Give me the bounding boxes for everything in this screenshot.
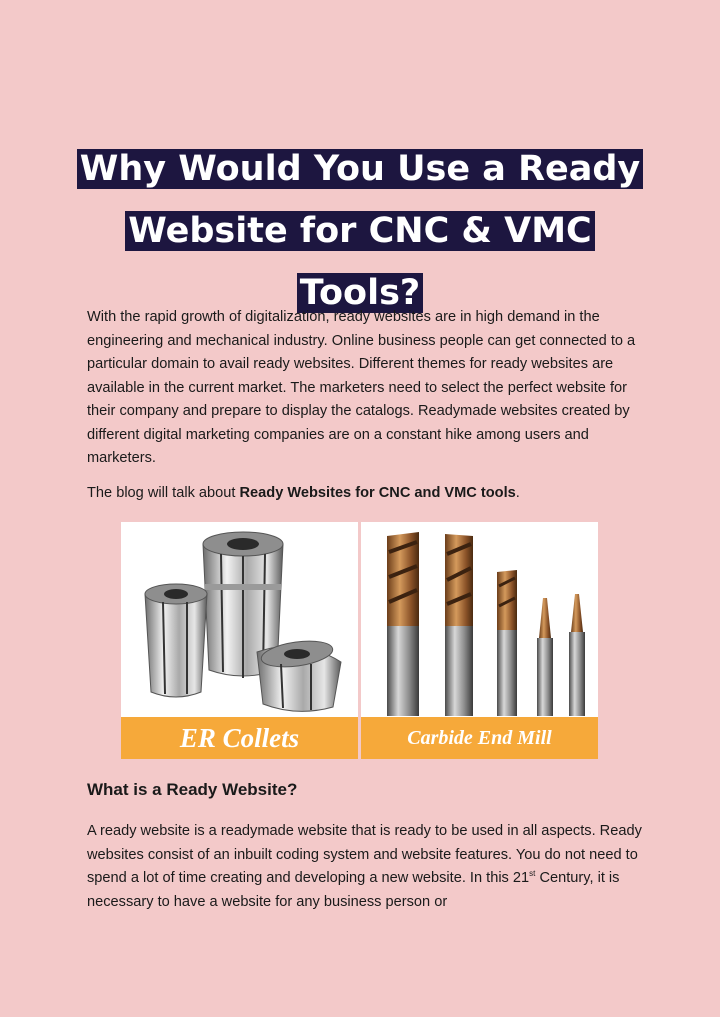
blog-topic-prefix: The blog will talk about xyxy=(87,485,240,501)
ready-para-part2: Century, it is necessary to have a website for any business person or xyxy=(87,870,620,910)
blog-topic-bold: Ready Websites for CNC and VMC tools xyxy=(239,485,516,501)
end-mills-illustration xyxy=(361,522,598,717)
title-line-1: Why Would You Use a Ready xyxy=(77,149,644,189)
end-mill-4 xyxy=(537,598,553,716)
page-title xyxy=(0,138,720,324)
end-mill-2 xyxy=(445,534,473,716)
end-mill-1 xyxy=(387,532,419,716)
end-mill-3 xyxy=(497,570,517,716)
title-line-3: Tools? xyxy=(297,273,423,313)
ordinal-superscript: st xyxy=(529,869,536,879)
intro-paragraph: With the rapid growth of digitalization, ready websites are in high demand in the engineering and mechanical industry. Online business people can get connected to a particular domain to avail ready websites. Different themes for ready websites are available in the current market. The marketers need to select the perfect website for their company and prepare to display the catalogs. Readymade websites created by different digital marketing companies are on a constant hike among users and marketers. xyxy=(87,309,636,466)
carbide-end-mill-caption: Carbide End Mill xyxy=(361,717,598,759)
ready-para-part1: A ready website is a readymade website that is ready to be used in all aspects. Ready websites consist of an inbuilt coding system and website features. You do not need to spend a lot of time creating and developing a new website. In this 21 xyxy=(87,823,642,886)
er-collets-caption: ER Collets xyxy=(121,717,358,759)
section-heading: What is a Ready Website? xyxy=(87,780,298,799)
blog-topic-suffix: . xyxy=(515,485,520,501)
ready-website-paragraph xyxy=(87,820,647,914)
end-mill-5 xyxy=(569,594,585,716)
carbide-end-mill-image xyxy=(361,522,598,759)
title-line-2: Website for CNC & VMC xyxy=(125,211,595,251)
blog-topic-line xyxy=(87,482,647,506)
er-collets-image xyxy=(121,522,358,759)
collets-illustration xyxy=(121,522,358,717)
collet-small xyxy=(257,637,341,711)
collet-medium xyxy=(145,584,207,697)
